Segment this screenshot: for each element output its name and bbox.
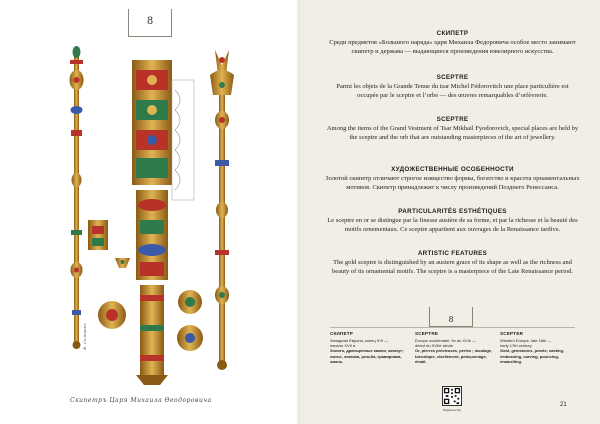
sceptre-illustration	[0, 40, 300, 385]
section-ru-sceptre	[325, 30, 580, 56]
page-number: 21	[560, 402, 567, 408]
meta-title: SCEPTRE	[415, 331, 439, 336]
meta-ru	[330, 331, 410, 364]
ornament-sketch	[172, 80, 194, 200]
meta-fr	[415, 331, 495, 364]
meta-materials: Or, pierres précieuses, perles ; moulage, toreutique, cisellement, poinçonnage, émail.	[415, 348, 493, 364]
section-heading: SCEPTRE	[436, 116, 469, 123]
section-en-artistic	[325, 250, 580, 276]
sceptre-right	[210, 50, 234, 370]
meta-date-line: early 17th century	[500, 343, 532, 349]
meta-date-line: Западная Европа, конец XVI —	[330, 338, 389, 343]
section-ru-artistic	[325, 166, 580, 192]
meta-materials: Золото, драгоценные камни, жемчуг; литье, чеканка, резьба, гравировка, эмаль.	[330, 348, 404, 364]
plate-number-badge-right	[429, 307, 473, 327]
plate-caption: Скипетръ Царя Михаила Ѳеодоровича	[70, 397, 212, 404]
section-text: Le sceptre en or se distingue par la finesse austère de sa forme, et par la richesse et la beauté des motifs ornementaux. Ce sceptre appartient aux ouvrages de la Renaissance tardive.	[327, 217, 578, 233]
meta-en	[500, 331, 580, 364]
sceptre-middle-section	[136, 190, 168, 280]
section-heading: ХУДОЖЕСТВЕННЫЕ ОСОБЕННОСТИ	[391, 166, 514, 173]
plate-number: 8	[448, 315, 454, 324]
section-heading: SCEPTRE	[436, 74, 469, 81]
artist-signature: Ф. Солнцевъ	[82, 323, 87, 350]
section-text: Among the items of the Grand Vestment of Tsar Mikhail Fyodorovich, special places are held by the sceptre and the orb that are outstanding masterpieces of the art of jewellery.	[326, 125, 579, 141]
meta-date-line: начало XVII в.	[330, 343, 357, 349]
section-text: The gold sceptre is distinguished by an austere grace of its shape as well as the richness and beauty of its ornamental motifs. The sceptre is a masterpiece of the Late Renaissance period.	[331, 259, 573, 275]
section-fr-sceptre	[325, 74, 580, 100]
meta-date-line: Europe occidentale, fin du XVIe —	[415, 338, 477, 343]
section-en-sceptre	[325, 116, 580, 142]
section-heading: PARTICULARITÉS ESTHÉTIQUES	[398, 208, 507, 215]
section-text: Золотой скипетр отличают строгое изящество формы, богатство и красота орнаментальных мотивов. Скипетр принадлежит к числу произведений Позднего Ренессанса.	[325, 175, 580, 191]
section-fr-artistic	[325, 208, 580, 234]
plate-number-badge	[128, 9, 172, 37]
section-heading: СКИПЕТР	[436, 30, 469, 37]
section-text: Среди предметов «Большого наряда» царя Михаила Федоровича особое место занимают скипетр и держава — выдающиеся произведения ювелирного искусства.	[329, 39, 576, 55]
sceptre-lower-section	[136, 285, 168, 385]
qr-code-icon[interactable]	[442, 386, 462, 406]
sceptre-upper-section	[132, 60, 172, 185]
divider	[330, 327, 575, 328]
meta-date-line: début du XVIIe siècle.	[415, 343, 454, 349]
qr-label: Издательство	[443, 408, 461, 412]
meta-title: СКИПЕТР	[330, 331, 354, 336]
section-text: Parmi les objets de la Grande Tenue du tsar Michel Fédorovitch une place particulière est occupée par le sceptre et l’orbe — des œuvres remarquables d’orfèvrerie.	[336, 83, 569, 99]
meta-date-line: Western Europe, late 16th —	[500, 338, 552, 343]
meta-materials: Gold, gemstones, pearls; casting, embossing, carving, pouncing, enamelling.	[500, 348, 565, 364]
plate-number: 8	[146, 16, 154, 27]
meta-title: SCEPTER	[500, 331, 524, 336]
section-heading: ARTISTIC FEATURES	[417, 250, 488, 257]
